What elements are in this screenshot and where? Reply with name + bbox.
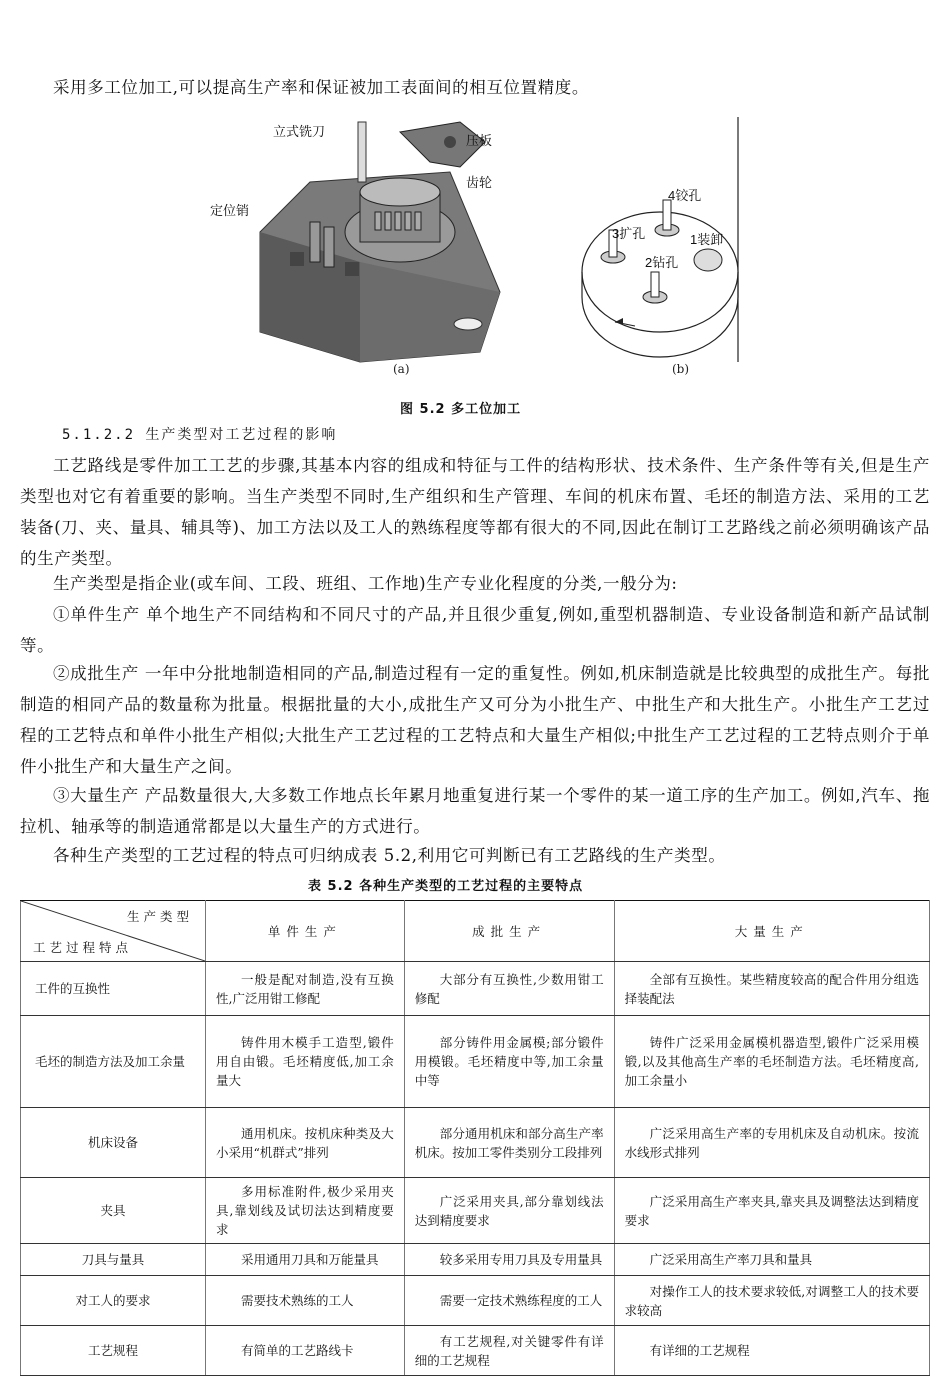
- label-vertical-cutter: 立式铣刀: [273, 124, 326, 139]
- table-row: [21, 1326, 930, 1376]
- row-head: 刀具与量具: [21, 1244, 206, 1276]
- label-reaming: 4铰孔: [668, 188, 702, 203]
- column-header-batch: 成批生产: [404, 901, 614, 962]
- label-drilling: 2钻孔: [645, 255, 679, 270]
- paragraph-3: ①单件生产 单个地生产不同结构和不同尺寸的产品,并且很少重复,例如,重型机器制造、专业设备制造和新产品试制等。: [20, 605, 930, 655]
- table-row: [21, 1178, 930, 1244]
- table-cell: 广泛采用高生产率的专用机床及自动机床。按流水线形式排列: [614, 1108, 929, 1178]
- table-cell: 有详细的工艺规程: [614, 1326, 929, 1376]
- figure-caption: 图 5.2 多工位加工: [400, 402, 522, 417]
- table-cell: 有简单的工艺路线卡: [206, 1326, 405, 1376]
- table-cell: 大部分有互换性,少数用钳工修配: [404, 962, 614, 1016]
- table-caption: 表 5.2 各种生产类型的工艺过程的主要特点: [308, 879, 584, 894]
- table-cell: 采用通用刀具和万能量具: [206, 1244, 405, 1276]
- label-expanding: 3扩孔: [612, 226, 646, 241]
- production-type-table: [20, 900, 930, 1376]
- table-cell: 需要一定技术熟练程度的工人: [404, 1276, 614, 1326]
- table-cell: 广泛采用夹具,部分靠划线法达到精度要求: [404, 1178, 614, 1244]
- corner-bottom-label: 工艺过程特点: [33, 940, 133, 955]
- table-cell: 全部有互换性。某些精度较高的配合件用分组选择装配法: [614, 962, 929, 1016]
- label-gear: 齿轮: [466, 175, 493, 190]
- row-head: 对工人的要求: [21, 1276, 206, 1326]
- label-clamp-plate: 压板: [466, 133, 493, 148]
- paragraph-1: 工艺路线是零件加工工艺的步骤,其基本内容的组成和特征与工件的结构形状、技术条件、生产条件等有关,但是生产类型也对它有着重要的影响。当生产类型不同时,生产组织和生产管理、车间的机床布置、毛坯的制造方法、采用的工艺装备(刀、夹、量具、辅具等)、加工方法以及工人的熟练程度等都有很大的不同,因此在制订工艺路线之前必须明确该产品的生产类型。: [20, 456, 930, 568]
- paragraph-6: 各种生产类型的工艺过程的特点可归纳成表 5.2,利用它可判断已有工艺路线的生产类型。: [53, 846, 726, 865]
- column-header-mass: 大量生产: [614, 901, 929, 962]
- row-head: 毛坯的制造方法及加工余量: [21, 1016, 206, 1108]
- column-header-single: 单件生产: [206, 901, 405, 962]
- row-head: 工件的互换性: [21, 962, 206, 1016]
- figure-b-indexing-table: [575, 112, 755, 372]
- paragraph-2: 生产类型是指企业(或车间、工段、班组、工作地)生产专业化程度的分类,一般分为:: [53, 574, 678, 593]
- row-head: 工艺规程: [21, 1326, 206, 1376]
- table-cell: 多用标准附件,极少采用夹具,靠划线及试切法达到精度要求: [206, 1178, 405, 1244]
- label-loading: 1装卸: [690, 232, 724, 247]
- section-heading: 5.1.2.2 生产类型对工艺过程的影响: [62, 427, 338, 443]
- table-cell: 广泛采用高生产率刀具和量具: [614, 1244, 929, 1276]
- corner-top-label: 生产类型: [126, 909, 193, 924]
- figure-a-fixture-illustration: [250, 112, 510, 372]
- row-head: 夹具: [21, 1178, 206, 1244]
- subfigure-b-label: (b): [672, 362, 690, 376]
- table-cell: 对操作工人的技术要求较低,对调整工人的技术要求较高: [614, 1276, 929, 1326]
- table-corner-header: [21, 901, 206, 962]
- table-cell: 铸件用木模手工造型,锻件用自由锻。毛坯精度低,加工余量大: [206, 1016, 405, 1108]
- table-cell: 部分通用机床和部分高生产率机床。按加工零件类别分工段排列: [404, 1108, 614, 1178]
- table-row: [21, 1244, 930, 1276]
- label-locating-pin: 定位销: [210, 203, 250, 218]
- table-row: [21, 962, 930, 1016]
- table-cell: 较多采用专用刀具及专用量具: [404, 1244, 614, 1276]
- table-row: [21, 1276, 930, 1326]
- table-header-row: [21, 901, 930, 962]
- subfigure-a-label: (a): [393, 362, 410, 376]
- table-cell: 通用机床。按机床种类及大小采用“机群式”排列: [206, 1108, 405, 1178]
- row-head: 机床设备: [21, 1108, 206, 1178]
- table-row: [21, 1108, 930, 1178]
- paragraph-5: ③大量生产 产品数量很大,大多数工作地点长年累月地重复进行某一个零件的某一道工序的生产加工。例如,汽车、拖拉机、轴承等的制造通常都是以大量生产的方式进行。: [20, 786, 930, 836]
- paragraph-4: ②成批生产 一年中分批地制造相同的产品,制造过程有一定的重复性。例如,机床制造就是比较典型的成批生产。每批制造的相同产品的数量称为批量。根据批量的大小,成批生产又可分为小批生产、中批生产和大批生产。小批生产工艺过程的工艺特点和单件小批生产相似;大批生产工艺过程的工艺特点和大量生产相似;中批生产工艺过程的工艺特点则介于单件小批生产和大量生产之间。: [20, 664, 930, 776]
- table-cell: 需要技术熟练的工人: [206, 1276, 405, 1326]
- table-cell: 广泛采用高生产率夹具,靠夹具及调整法达到精度要求: [614, 1178, 929, 1244]
- intro-paragraph: 采用多工位加工,可以提高生产率和保证被加工表面间的相互位置精度。: [53, 78, 589, 97]
- table-cell: 有工艺规程,对关键零件有详细的工艺规程: [404, 1326, 614, 1376]
- table-cell: 部分铸件用金属模;部分锻件用模锻。毛坯精度中等,加工余量中等: [404, 1016, 614, 1108]
- table-cell: 铸件广泛采用金属模机器造型,锻件广泛采用模锻,以及其他高生产率的毛坯制造方法。毛坯精度高,加工余量小: [614, 1016, 929, 1108]
- table-cell: 一般是配对制造,没有互换性,广泛用钳工修配: [206, 962, 405, 1016]
- table-row: [21, 1016, 930, 1108]
